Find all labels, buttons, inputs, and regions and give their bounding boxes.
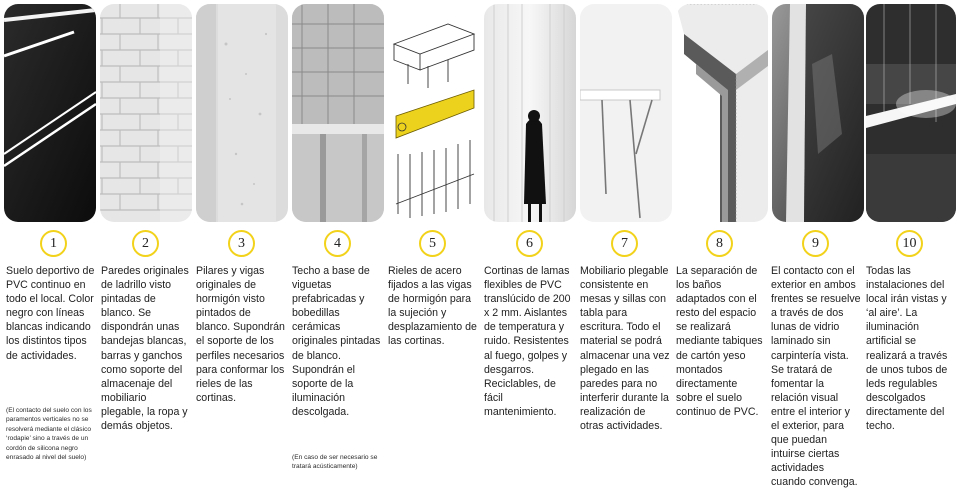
number-badge-4: 4	[324, 230, 351, 257]
description-9: El contacto con el exterior en ambos frentes se resuelve a través de dos lunas de vidrio laminado sin carpintería vista. Se tratará de fomentar la relación visual entre el interior y el exterior, para que puedan intuirse ciertas actividades cuando convenga.	[771, 265, 861, 489]
description-2: Paredes originales de ladrillo visto pintadas de blanco. Se dispondrán unas bandejas blancas, barras y ganchos como soporte del almacenaje del mobiliario plegable, la ropa y demás objetos.	[101, 265, 189, 433]
number-badge-3: 3	[228, 230, 255, 257]
footnote-1: (El contacto del suelo con los paramentos verticales no se resolverá mediante el clásico ‘rodapie’ sino a través de un cordón de silicona negro enrasado al nivel del suelo)	[6, 407, 92, 462]
drawing-curtain-rail	[388, 4, 480, 222]
number-badge-8: 8	[706, 230, 733, 257]
photo-concrete-pillar	[196, 4, 288, 222]
description-6: Cortinas de lamas flexibles de PVC translúcido de 200 x 2 mm. Aislantes de temperatura y ruido. Resistentes al fuego, golpes y desgarros. Reciclables, de fácil mantenimiento.	[484, 265, 571, 418]
description-3: Pilares y vigas originales de hormigón visto pintados de blanco. Supondrán el soporte de los perfiles necesarios para conformar los rieles de las cortinas.	[196, 265, 285, 404]
photo-pvc-curtain	[484, 4, 576, 222]
description-8: La separación de los baños adaptados con el resto del espacio se realizará mediante tabiques de cartón yeso montados directamente sobre el suelo continuo de PVC.	[676, 265, 763, 418]
description-4: Techo a base de viguetas prefabricadas y bobedillas cerámicas originales pintadas de blanco. Supondrán el soporte de la iluminación descolgada.	[292, 265, 381, 418]
number-badge-2: 2	[132, 230, 159, 257]
photo-ceiling-joists	[292, 4, 384, 222]
photo-glass-window	[772, 4, 864, 222]
number-badge-7: 7	[611, 230, 638, 257]
footnote-4: (En caso de ser necesario se tratará acústicamente)	[292, 454, 378, 471]
drawing-gypsum-partition	[676, 4, 768, 222]
description-10: Todas las instalaciones del local irán vistas y ‘al aire’. La iluminación artificial se realizará a través de unos tubos de leds regulables descolgados directamente del techo.	[866, 265, 948, 433]
photo-brick-wall	[100, 4, 192, 222]
number-badge-9: 9	[802, 230, 829, 257]
description-5: Rieles de acero fijados a las vigas de hormigón para la sujeción y desplazamiento de las cortinas.	[388, 265, 477, 348]
photo-sports-floor	[4, 4, 96, 222]
number-badge-5: 5	[419, 230, 446, 257]
number-badge-1: 1	[40, 230, 67, 257]
number-badge-10: 10	[896, 230, 923, 257]
description-1: Suelo deportivo de PVC continuo en todo el local. Color negro con líneas blancas indicando los distintos tipos de actividades.	[6, 265, 95, 362]
photo-led-tubes	[866, 4, 956, 222]
description-7: Mobiliario plegable consistente en mesas y sillas con tabla para escritura. Todo el material se podrá almacenar una vez plegado en las paredes para no interferir durante la realización de otras actividades.	[580, 265, 670, 433]
photo-folding-table	[580, 4, 672, 222]
number-badge-6: 6	[516, 230, 543, 257]
